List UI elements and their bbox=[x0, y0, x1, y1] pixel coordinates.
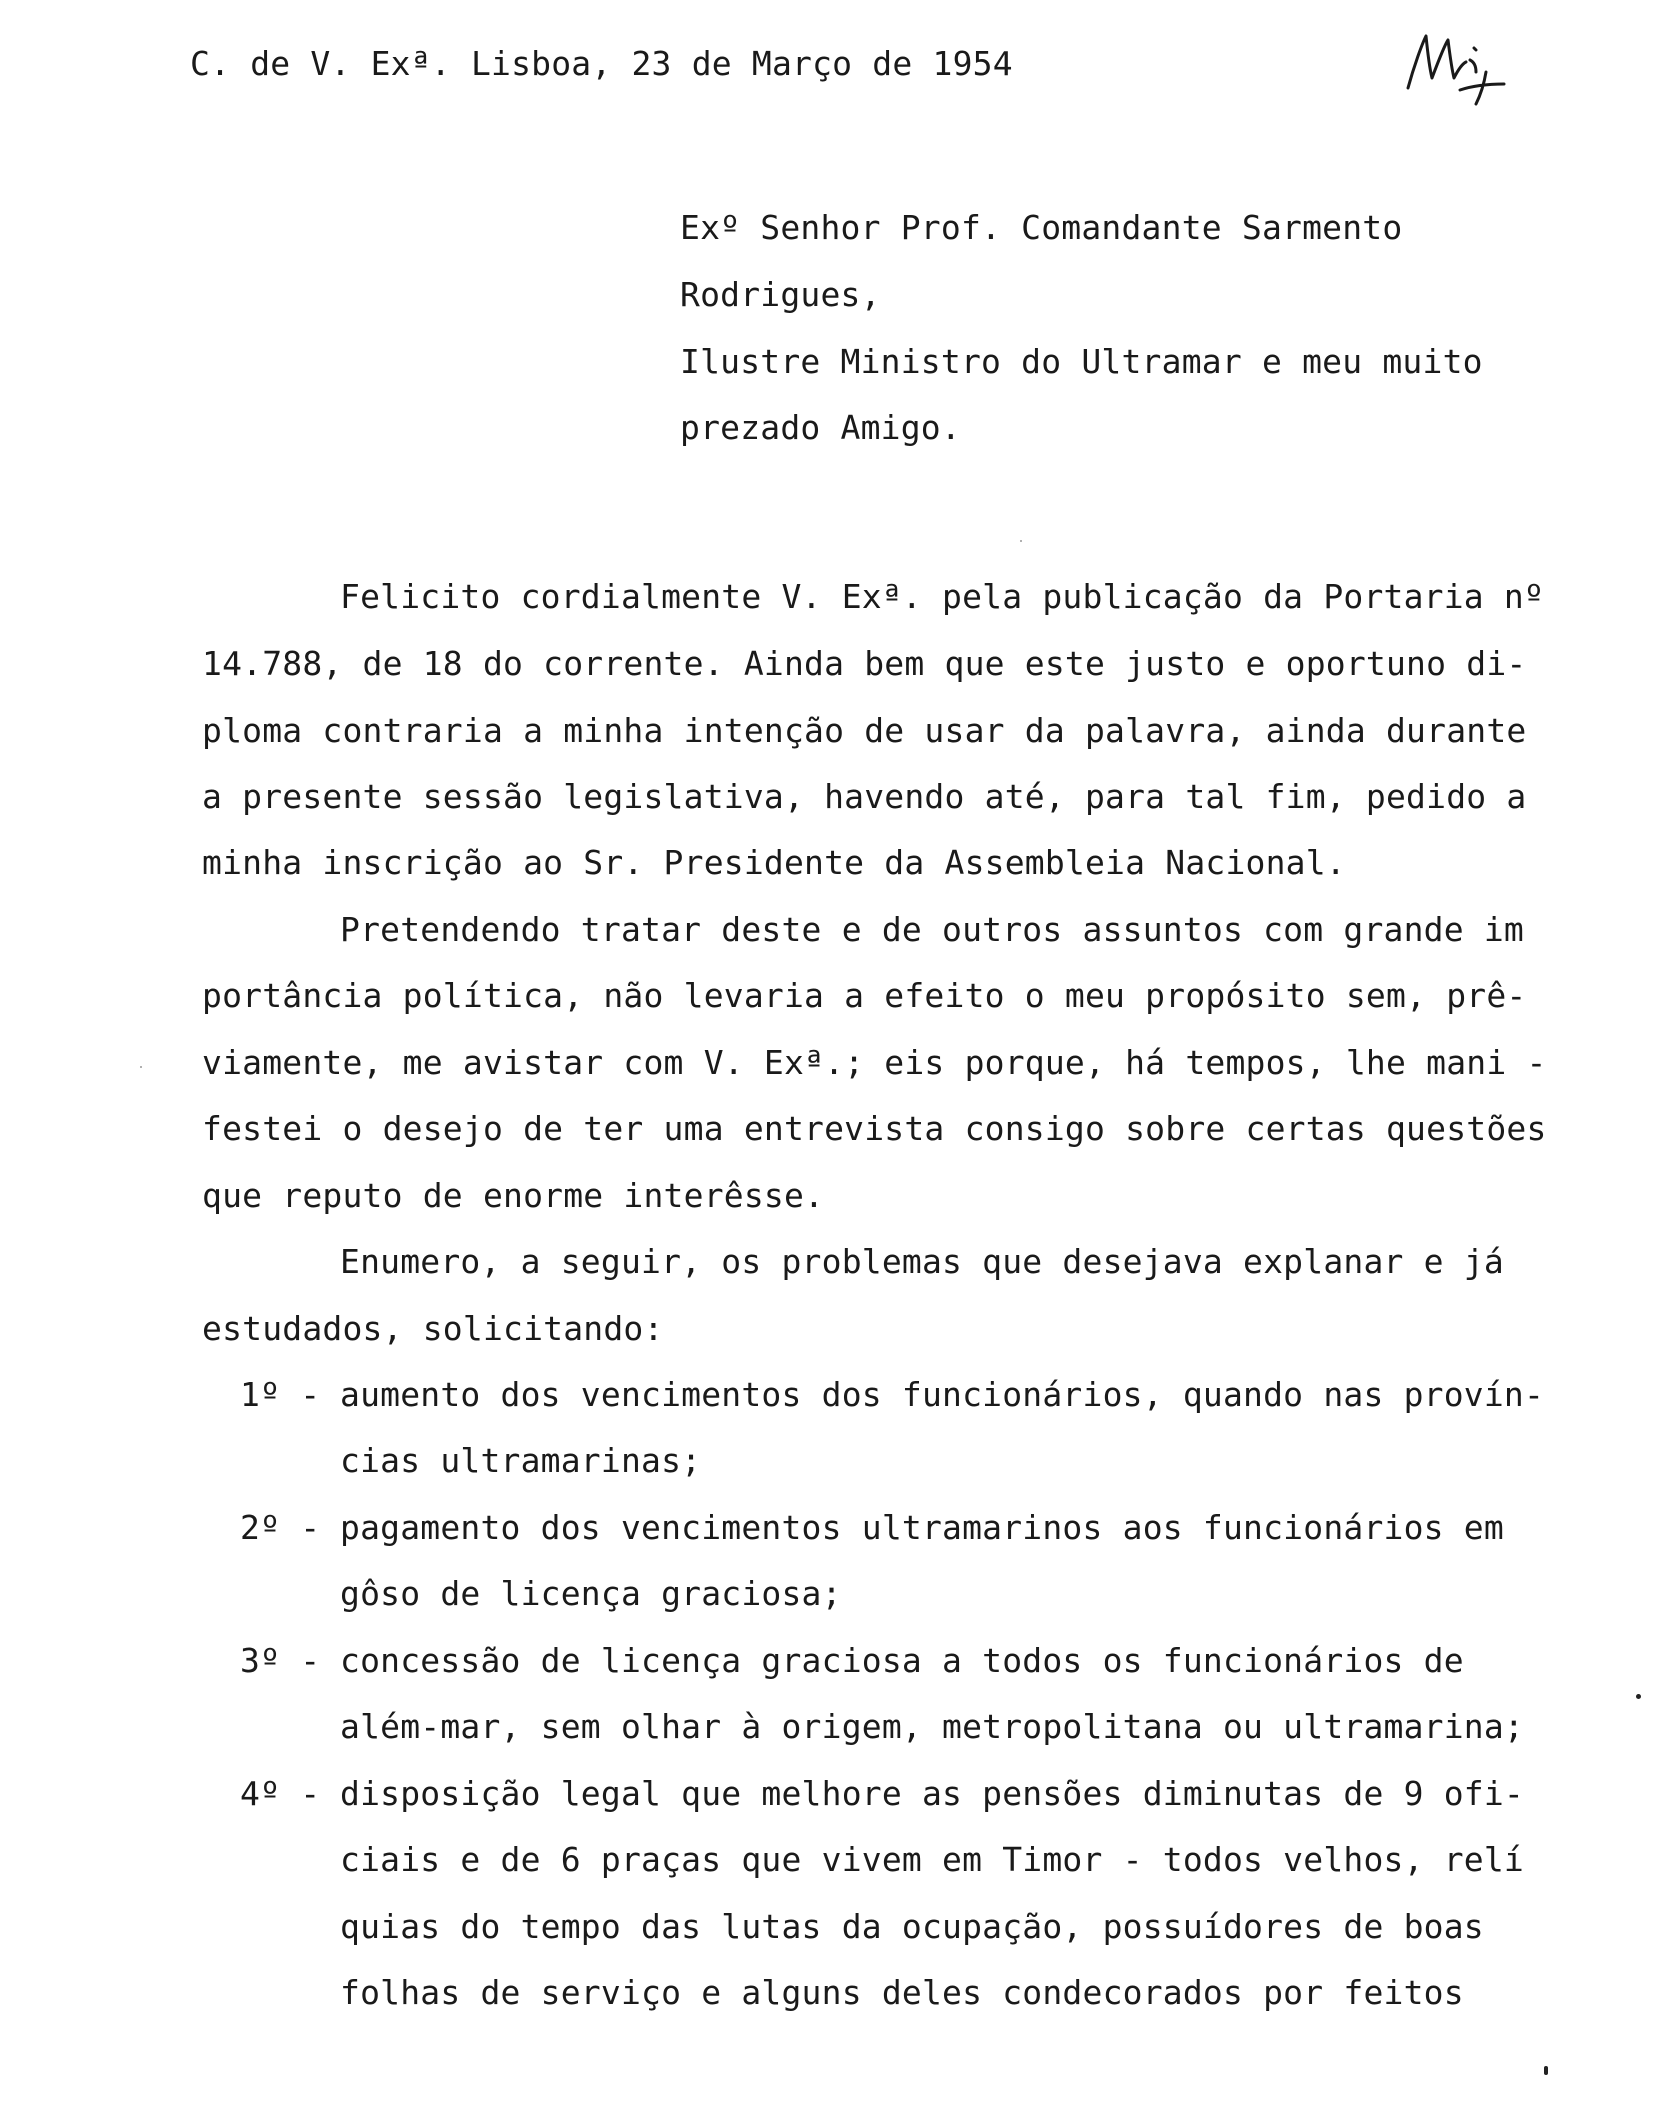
list-item-number: 2º - bbox=[240, 1508, 321, 1547]
list-item-line: gôso de licença graciosa; bbox=[340, 1574, 842, 1613]
list-item-line: além-mar, sem olhar à origem, metropolitana ou ultramarina; bbox=[340, 1707, 1524, 1746]
paragraph-line: estudados, solicitando: bbox=[202, 1309, 664, 1348]
paragraph-line: a presente sessão legislativa, havendo até, para tal fim, pedido a bbox=[202, 777, 1527, 816]
list-item-line: disposição legal que melhore as pensões diminutas de 9 ofi- bbox=[340, 1774, 1524, 1813]
scan-speck bbox=[1020, 540, 1022, 542]
address-line: Rodrigues, bbox=[680, 275, 881, 314]
list-item-line: pagamento dos vencimentos ultramarinos aos funcionários em bbox=[340, 1508, 1504, 1547]
paragraph-line: que reputo de enorme interêsse. bbox=[202, 1176, 825, 1215]
address-line: prezado Amigo. bbox=[680, 408, 961, 447]
scan-speck bbox=[1544, 2066, 1548, 2075]
list-item-number: 4º - bbox=[240, 1774, 321, 1813]
address-line: Ilustre Ministro do Ultramar e meu muito bbox=[680, 342, 1483, 381]
paragraph-line: Enumero, a seguir, os problemas que desejava explanar e já bbox=[340, 1242, 1504, 1281]
list-item-number: 3º - bbox=[240, 1641, 321, 1680]
list-item-line: quias do tempo das lutas da ocupação, possuídores de boas bbox=[340, 1907, 1484, 1946]
letter-header: C. de V. Exª. Lisboa, 23 de Março de 1954 bbox=[190, 44, 1013, 83]
list-item-line: ciais e de 6 praças que vivem em Timor - todos velhos, relí bbox=[340, 1840, 1524, 1879]
paragraph-line: portância política, não levaria a efeito o meu propósito sem, prê- bbox=[202, 976, 1527, 1015]
list-item-line: cias ultramarinas; bbox=[340, 1441, 702, 1480]
list-item-line: folhas de serviço e alguns deles condecorados por feitos bbox=[340, 1973, 1464, 2012]
list-item-line: aumento dos vencimentos dos funcionários, quando nas provín- bbox=[340, 1375, 1545, 1414]
paragraph-line: 14.788, de 18 do corrente. Ainda bem que este justo e oportuno di- bbox=[202, 644, 1527, 683]
address-line: Exº Senhor Prof. Comandante Sarmento bbox=[680, 208, 1403, 247]
list-item-number: 1º - bbox=[240, 1375, 321, 1414]
paragraph-line: festei o desejo de ter uma entrevista consigo sobre certas questões bbox=[202, 1109, 1547, 1148]
paragraph-line: ploma contraria a minha intenção de usar da palavra, ainda durante bbox=[202, 711, 1527, 750]
paragraph-line: viamente, me avistar com V. Exª.; eis porque, há tempos, lhe mani - bbox=[202, 1043, 1547, 1082]
paragraph-line: Felicito cordialmente V. Exª. pela publicação da Portaria nº bbox=[340, 577, 1545, 616]
scan-speck bbox=[1636, 1694, 1641, 1699]
scan-speck bbox=[140, 1066, 142, 1068]
paragraph-line: minha inscrição ao Sr. Presidente da Assembleia Nacional. bbox=[202, 843, 1346, 882]
handwritten-initials bbox=[1400, 26, 1510, 106]
paragraph-line: Pretendendo tratar deste e de outros assuntos com grande im bbox=[340, 910, 1524, 949]
list-item-line: concessão de licença graciosa a todos os funcionários de bbox=[340, 1641, 1464, 1680]
